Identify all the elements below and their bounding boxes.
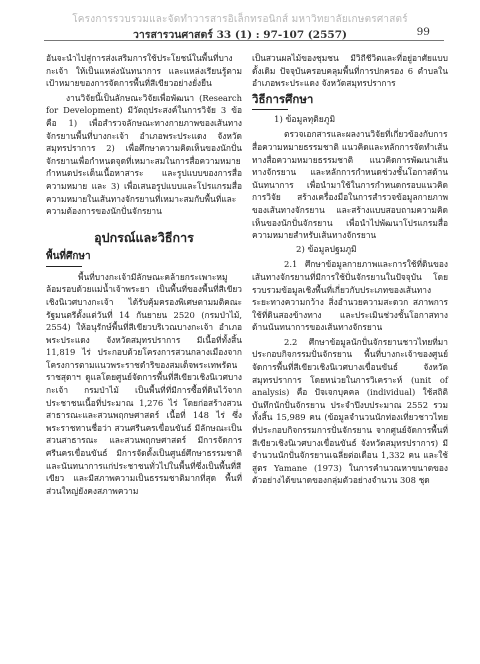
study-area-paragraph: พื้นที่บางกะเจ้ามีลักษณะคล้ายกระเพาะหมูล้อมรอบด้วยแม่น้ำเจ้าพระยา เป็นพื้นที่ของพื้นที่สีเขียวเชิงนิเวศบางกะเจ้า ได้รับคุ้มครองพิเศษตามมติคณะรัฐมนตรีตั้งแต่วันที่ 14 กันยายน 2520 (กรมป่าไม้, 2554) ให้อนุรักษ์พื้นที่สีเขียวบริเวณบางกะเจ้า อำเภอพระประแดง จังหวัดสมุทรปราการ มีเนื้อที่ทั้งสิ้น 11,819 ไร่ ประกอบด้วยโครงการสวนกลางเมืองจากโครงการตามแนวพระราชดำริของสมเด็จพระเทพรัตนราชสุดาฯ ดูแลโดยศูนย์จัดการพื้นที่สีเขียวเชิงนิเวศบางกะเจ้า กรมป่าไม้ เป็นพื้นที่ที่มีการซื้อที่ดินไว้จากประชาชนเนื้อที่ประมาณ 1,276 ไร่ โดยก่อสร้างสวนสาธารณะและสวนพฤกษศาสตร์ เนื้อที่ 148 ไร่ ซึ่งพระราชทานชื่อว่า สวนศรีนครเขื่อนขันธ์ มีลักษณะเป็นสวนสาธารณะ และสวนพฤกษศาสตร์ มีการจัดการศรีนครเขื่อนขันธ์ มีการจัดตั้งเป็นศูนย์ศึกษาธรรมชาติและนันทนาการแก่ประชาชนทั่วไปในพื้นที่ซึ่งเป็นพื้นที่สีเขียว และมีสภาพความเป็นธรรมชาติมากที่สุด พื้นที่ส่วนใหญ่ยังคงสภาพความ (46, 271, 242, 496)
secondary-data-paragraph: ตรวจเอกสารและผลงานวิจัยที่เกี่ยวข้องกับการสื่อความหมายธรรมชาติ แนวคิดและหลักการจัดทำเส้นทางสื่อความหมายธรรมชาติ แนวคิดการพัฒนาเส้นทางจักรยาน และหลักการกำหนดช่วงชั้นโอกาสด้านนันทนาการ เพื่อนำมาใช้ในการกำหนดกรอบแนวคิดการวิจัย สร้างเครื่องมือในการสำรวจข้อมูลกายภาพของเส้นทางจักรยาน และสร้างแบบสอบถามความคิดเห็นของนักปั่นจักรยาน เพื่อนำไปพัฒนาโปรแกรมสื่อความหมายสำหรับเส้นทางจักรยาน (252, 129, 448, 241)
intro-paragraph-end: อันจะนำไปสู่การส่งเสริมการใช้ประโยชน์ในพื้นที่บางกะเจ้า ให้เป็นแหล่งนันทนาการ และแหล่งเรียนรู้ตามเป้าหมายของการจัดการพื้นที่สีเขียวอย่างยั่งยืน (46, 53, 242, 89)
primary-data-physical-paragraph: 2.1 ศึกษาข้อมูลกายภาพและการใช้ที่ดินของเส้นทางจักรยานที่มีการใช้ปั่นจักรยานในปัจจุบัน โดยรวบรวมข้อมูลเชิงพื้นที่เกี่ยวกับประเภทของเส้นทาง ระยะทางความกว้าง สิ่งอำนวยความสะดวก สภาพการใช้ที่ดินสองข้างทาง และประเมินช่วงชั้นโอกาสทางด้านนันทนาการของเส้นทางจักรยาน (252, 259, 448, 333)
header-rule (44, 40, 444, 41)
secondary-data-heading: 1) ข้อมูลทุติยภูมิ (274, 114, 336, 125)
journal-citation: วารสารวนศาสตร์ 33 (1) : 97-107 (2557) (133, 29, 347, 41)
study-area-heading: พื้นที่ศึกษา (46, 250, 91, 262)
heading-underline (46, 266, 82, 267)
primary-data-heading: 2) ข้อมูลปฐมภูมิ (296, 244, 357, 255)
study-method-heading: วิธีการศึกษา (252, 91, 314, 106)
right-column (252, 52, 448, 489)
study-area-paragraph-end: เป็นสวนผลไม้ของชุมชน มีวิถีชีวิตและที่อยู่อาศัยแบบดั้งเดิม ปัจจุบันครอบคลุมพื้นที่การปกครอง 6 ตำบลในอำเภอพระประแดง จังหวัดสมุทรปราการ (252, 53, 448, 89)
primary-data-cyclist-paragraph: 2.2 ศึกษาข้อมูลนักปั่นจักรยานชาวไทยที่มาประกอบกิจกรรมปั่นจักรยาน พื้นที่บางกะเจ้าของศูนย์จัดการพื้นที่สีเขียวเชิงนิเวศบางเขื่อนขันธ์ จังหวัดสมุทรปราการ โดยหน่วยในการวิเคราะห์ (unit of analysis) คือ ปัจเจกบุคคล (individual) ใช้สถิติบันทึกนักปั่นจักรยาน ประจำปีงบประมาณ 2552 รวมทั้งสิ้น 15,989 คน (ข้อมูลจำนวนนักท่องเที่ยวชาวไทยที่ประกอบกิจกรรมการปั่นจักรยาน จากศูนย์จัดการพื้นที่สีเขียวเชิงนิเวศบางเขื่อนขันธ์ จังหวัดสมุทรปราการ) มีจำนวนนักปั่นจักรยานเฉลี่ยต่อเดือน 1,332 คน และใช้สูตร Yamane (1973) ในการคำนวณหาขนาดของตัวอย่างได้ขนาดของกลุ่มตัวอย่างจำนวน 308 ชุด (252, 336, 448, 486)
objectives-paragraph: งานวิจัยนี้เป็นลักษณะวิจัยเพื่อพัฒนา (Research for Development) มีวัตถุประสงค์ในการวิจัย 3 ข้อ คือ 1) เพื่อสำรวจลักษณะทางกายภาพของเส้นทางจักรยานพื้นที่บางกะเจ้า อำเภอพระประแดง จังหวัดสมุทรปราการ 2) เพื่อศึกษาความคิดเห็นของนักปั่นจักรยานเพื่อกำหนดจุดที่เหมาะสมในการสื่อความหมาย กำหนดประเด็นเนื้อหาสาระ และรูปแบบของการสื่อความหมาย และ 3) เพื่อเสนอรูปแบบและโปรแกรมสื่อความหมายในเส้นทางจักรยานที่เหมาะสมกับพื้นที่และความต้องการของนักปั่นจักรยาน (46, 92, 242, 217)
page-number: 99 (416, 26, 430, 38)
left-column (46, 52, 242, 499)
heading-underline (252, 109, 288, 110)
project-header: โครงการรวบรวมและจัดทำวารสารอิเล็กทรอนิกส์ มหาวิทยาลัยเกษตรศาสตร์ (72, 14, 408, 25)
materials-methods-heading: อุปกรณ์และวิธีการ (94, 229, 194, 245)
